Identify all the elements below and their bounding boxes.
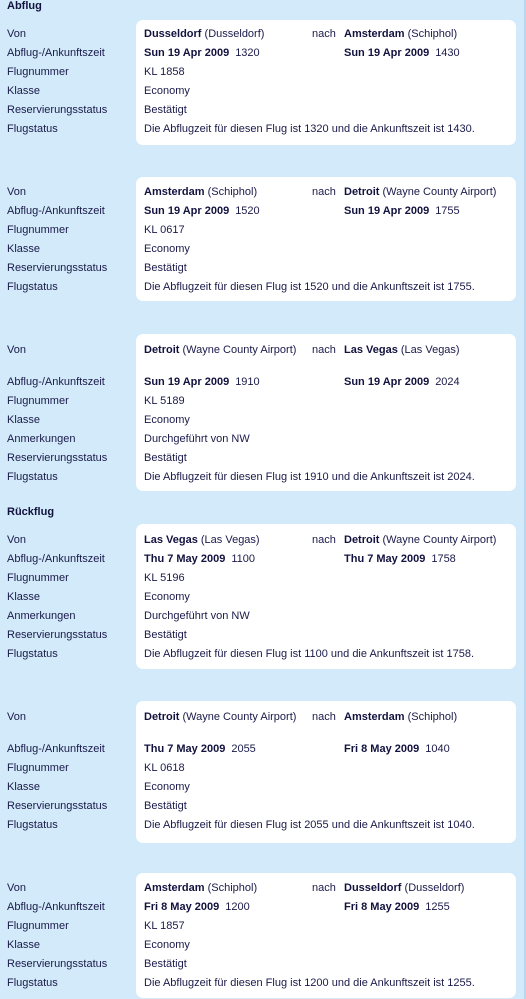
flight-number: KL 0618: [144, 762, 185, 774]
arrival-time: Fri 8 May 2009 1040: [344, 743, 450, 755]
label-times: Abflug-/Ankunftszeit: [7, 743, 105, 755]
label-flight-status: Flugstatus: [7, 819, 58, 831]
travel-class: Economy: [144, 591, 190, 603]
nach-label: nach: [312, 534, 336, 546]
flight-number: KL 0617: [144, 224, 185, 236]
label-times: Abflug-/Ankunftszeit: [7, 376, 105, 388]
label-times: Abflug-/Ankunftszeit: [7, 553, 105, 565]
from-location: Las Vegas (Las Vegas): [144, 534, 260, 546]
departure-time: Sun 19 Apr 2009 1910: [144, 376, 260, 388]
flight-number: KL 1858: [144, 66, 185, 78]
label-remarks: Anmerkungen: [7, 610, 76, 622]
label-flight-status: Flugstatus: [7, 123, 58, 135]
flight-card: [136, 334, 516, 491]
label-flight-status: Flugstatus: [7, 977, 58, 989]
label-class: Klasse: [7, 85, 41, 97]
travel-class: Economy: [144, 781, 190, 793]
label-von: Von: [7, 882, 26, 894]
label-class: Klasse: [7, 939, 41, 951]
remarks: Durchgeführt von NW: [144, 610, 250, 622]
flight-number: KL 5189: [144, 395, 185, 407]
flight-number: KL 1857: [144, 920, 185, 932]
label-flight-number: Flugnummer: [7, 66, 69, 78]
label-flight-status: Flugstatus: [7, 281, 58, 293]
arrival-time: Sun 19 Apr 2009 1430: [344, 47, 460, 59]
label-class: Klasse: [7, 414, 41, 426]
reservation-status: Bestätigt: [144, 958, 187, 970]
travel-class: Economy: [144, 243, 190, 255]
flight-status-text: Die Abflugzeit für diesen Flug ist 1200 und die Ankunftszeit ist 1255.: [144, 977, 475, 989]
label-reservation-status: Reservierungsstatus: [7, 452, 108, 464]
arrival-time: Sun 19 Apr 2009 1755: [344, 205, 460, 217]
label-class: Klasse: [7, 591, 41, 603]
label-reservation-status: Reservierungsstatus: [7, 104, 108, 116]
label-remarks: Anmerkungen: [7, 433, 76, 445]
flight-status-text: Die Abflugzeit für diesen Flug ist 2055 und die Ankunftszeit ist 1040.: [144, 819, 475, 831]
reservation-status: Bestätigt: [144, 262, 187, 274]
from-location: Amsterdam (Schiphol): [144, 186, 258, 198]
departure-time: Sun 19 Apr 2009 1320: [144, 47, 260, 59]
label-reservation-status: Reservierungsstatus: [7, 629, 108, 641]
label-reservation-status: Reservierungsstatus: [7, 958, 108, 970]
flight-status-text: Die Abflugzeit für diesen Flug ist 1100 und die Ankunftszeit ist 1758.: [144, 648, 474, 660]
label-reservation-status: Reservierungsstatus: [7, 262, 108, 274]
reservation-status: Bestätigt: [144, 452, 187, 464]
label-flight-number: Flugnummer: [7, 572, 69, 584]
label-times: Abflug-/Ankunftszeit: [7, 47, 105, 59]
from-location: Detroit (Wayne County Airport): [144, 711, 297, 723]
flight-status-text: Die Abflugzeit für diesen Flug ist 1520 und die Ankunftszeit ist 1755.: [144, 281, 475, 293]
from-location: Amsterdam (Schiphol): [144, 882, 258, 894]
label-flight-status: Flugstatus: [7, 648, 58, 660]
label-von: Von: [7, 344, 26, 356]
label-reservation-status: Reservierungsstatus: [7, 800, 108, 812]
flight-number: KL 5196: [144, 572, 185, 584]
travel-class: Economy: [144, 414, 190, 426]
to-location: Las Vegas (Las Vegas): [344, 344, 460, 356]
reservation-status: Bestätigt: [144, 800, 187, 812]
label-von: Von: [7, 186, 26, 198]
arrival-time: Sun 19 Apr 2009 2024: [344, 376, 460, 388]
travel-class: Economy: [144, 85, 190, 97]
label-von: Von: [7, 711, 26, 723]
reservation-status: Bestätigt: [144, 629, 187, 641]
label-flight-number: Flugnummer: [7, 224, 69, 236]
nach-label: nach: [312, 344, 336, 356]
travel-class: Economy: [144, 939, 190, 951]
section-title-outbound: Abflug: [7, 0, 42, 12]
label-flight-status: Flugstatus: [7, 471, 58, 483]
label-flight-number: Flugnummer: [7, 920, 69, 932]
from-location: Detroit (Wayne County Airport): [144, 344, 297, 356]
nach-label: nach: [312, 882, 336, 894]
to-location: Detroit (Wayne County Airport): [344, 534, 497, 546]
nach-label: nach: [312, 186, 336, 198]
label-flight-number: Flugnummer: [7, 395, 69, 407]
nach-label: nach: [312, 28, 336, 40]
flight-status-text: Die Abflugzeit für diesen Flug ist 1910 und die Ankunftszeit ist 2024.: [144, 471, 475, 483]
label-class: Klasse: [7, 243, 41, 255]
label-times: Abflug-/Ankunftszeit: [7, 205, 105, 217]
section-title-return: Rückflug: [7, 506, 55, 518]
reservation-status: Bestätigt: [144, 104, 187, 116]
label-von: Von: [7, 28, 26, 40]
departure-time: Fri 8 May 2009 1200: [144, 901, 250, 913]
arrival-time: Fri 8 May 2009 1255: [344, 901, 450, 913]
label-times: Abflug-/Ankunftszeit: [7, 901, 105, 913]
to-location: Detroit (Wayne County Airport): [344, 186, 497, 198]
label-flight-number: Flugnummer: [7, 762, 69, 774]
to-location: Amsterdam (Schiphol): [344, 28, 458, 40]
label-von: Von: [7, 534, 26, 546]
to-location: Amsterdam (Schiphol): [344, 711, 458, 723]
from-location: Dusseldorf (Dusseldorf): [144, 28, 265, 40]
arrival-time: Thu 7 May 2009 1758: [344, 553, 456, 565]
to-location: Dusseldorf (Dusseldorf): [344, 882, 465, 894]
remarks: Durchgeführt von NW: [144, 433, 250, 445]
label-class: Klasse: [7, 781, 41, 793]
flight-status-text: Die Abflugzeit für diesen Flug ist 1320 und die Ankunftszeit ist 1430.: [144, 123, 475, 135]
departure-time: Sun 19 Apr 2009 1520: [144, 205, 260, 217]
nach-label: nach: [312, 711, 336, 723]
departure-time: Thu 7 May 2009 1100: [144, 553, 255, 565]
departure-time: Thu 7 May 2009 2055: [144, 743, 256, 755]
